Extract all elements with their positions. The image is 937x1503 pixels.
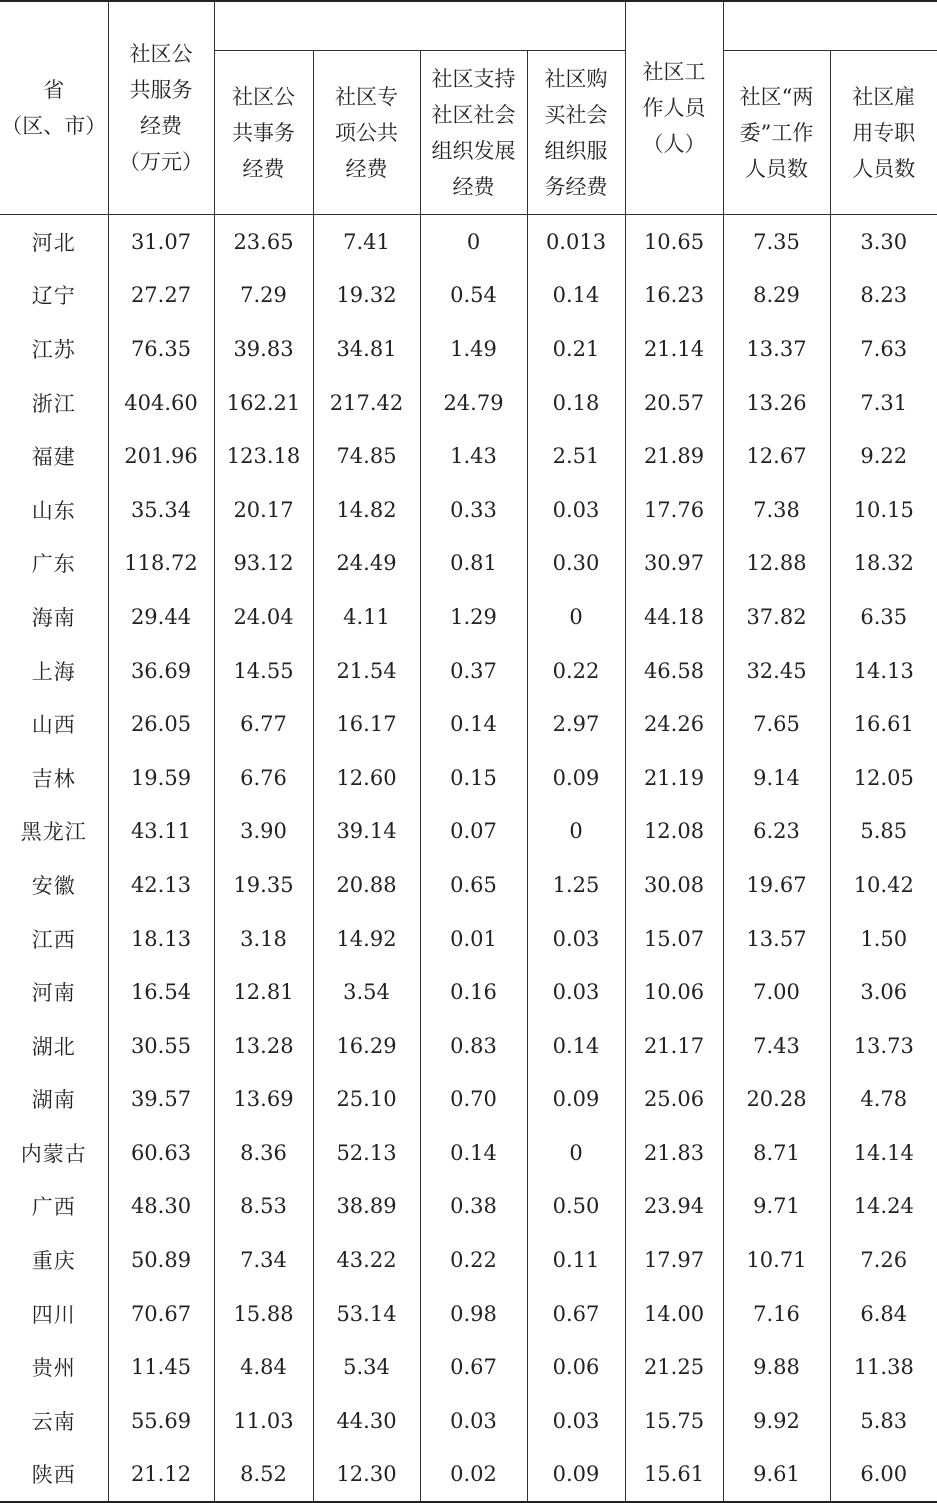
cell-two-committees: 9.92 <box>723 1394 830 1448</box>
cell-province: 广西 <box>0 1180 108 1234</box>
cell-two-committees: 10.71 <box>723 1233 830 1287</box>
cell-service-fund: 29.44 <box>108 590 214 644</box>
cell-purchase-org: 0.03 <box>527 483 625 537</box>
cell-special-public: 12.30 <box>313 1448 420 1503</box>
cell-public-affairs: 93.12 <box>214 537 313 591</box>
cell-two-committees: 8.71 <box>723 1126 830 1180</box>
table-row <box>0 429 937 483</box>
cell-hired-staff: 6.84 <box>860 1301 908 1326</box>
cell-workers: 17.97 <box>625 1233 723 1287</box>
cell-special-public: 14.82 <box>313 483 420 537</box>
cell-workers: 20.57 <box>625 376 723 430</box>
cell-workers: 15.61 <box>625 1448 723 1503</box>
cell-two-committees: 7.35 <box>723 215 830 269</box>
cell-service-fund: 404.60 <box>108 376 214 430</box>
cell-support-org: 0.67 <box>420 1340 527 1394</box>
cell-two-committees: 37.82 <box>723 590 830 644</box>
header-public-affairs: 社区公 共事务 经费 <box>214 51 313 215</box>
cell-service-fund: 39.57 <box>108 1073 214 1127</box>
cell-support-org: 1.49 <box>420 322 527 376</box>
cell-province: 重庆 <box>0 1233 108 1287</box>
header-province: 省 （区、市） <box>0 1 108 215</box>
cell-public-affairs: 4.84 <box>214 1340 313 1394</box>
cell-province: 贵州 <box>0 1340 108 1394</box>
table-row <box>0 1340 937 1394</box>
cell-purchase-org: 2.51 <box>527 429 625 483</box>
cell-service-fund: 55.69 <box>108 1394 214 1448</box>
cell-two-committees: 32.45 <box>723 644 830 698</box>
cell-workers: 30.08 <box>625 858 723 912</box>
cell-service-fund: 70.67 <box>108 1287 214 1341</box>
cell-purchase-org: 0.18 <box>527 376 625 430</box>
header-service-fund: 社区公 共服务 经费 （万元） <box>108 1 214 215</box>
cell-support-org: 0.38 <box>420 1180 527 1234</box>
cell-purchase-org: 0.50 <box>527 1180 625 1234</box>
cell-workers: 21.25 <box>625 1340 723 1394</box>
cell-special-public: 24.49 <box>313 537 420 591</box>
cell-purchase-org: 1.25 <box>527 858 625 912</box>
cell-special-public: 52.13 <box>313 1126 420 1180</box>
cell-support-org: 0.98 <box>420 1287 527 1341</box>
table-row <box>0 1180 937 1234</box>
cell-support-org: 0.16 <box>420 965 527 1019</box>
cell-special-public: 5.34 <box>313 1340 420 1394</box>
cell-workers: 21.14 <box>625 322 723 376</box>
cell-workers: 21.17 <box>625 1019 723 1073</box>
table-row <box>0 644 937 698</box>
cell-hired-staff: 7.26 <box>860 1248 908 1273</box>
cell-purchase-org: 0.013 <box>527 215 625 269</box>
table-row <box>0 590 937 644</box>
cell-hired-staff: 7.31 <box>860 390 908 415</box>
cell-workers: 46.58 <box>625 644 723 698</box>
cell-province: 江西 <box>0 912 108 966</box>
cell-workers: 21.83 <box>625 1126 723 1180</box>
cell-support-org: 0.15 <box>420 751 527 805</box>
header-workers-group <box>723 1 937 51</box>
cell-support-org: 1.29 <box>420 590 527 644</box>
table-row <box>0 858 937 912</box>
table-row <box>0 483 937 537</box>
cell-hired-staff: 10.15 <box>853 497 914 522</box>
cell-hired-staff: 6.35 <box>860 604 908 629</box>
cell-province: 山东 <box>0 483 108 537</box>
cell-province: 河南 <box>0 965 108 1019</box>
cell-support-org: 0.02 <box>420 1448 527 1503</box>
cell-service-fund: 16.54 <box>108 965 214 1019</box>
table-row <box>0 322 937 376</box>
cell-public-affairs: 3.18 <box>214 912 313 966</box>
cell-workers: 25.06 <box>625 1073 723 1127</box>
cell-purchase-org: 0.22 <box>527 644 625 698</box>
cell-public-affairs: 13.69 <box>214 1073 313 1127</box>
cell-public-affairs: 15.88 <box>214 1287 313 1341</box>
cell-support-org: 0.03 <box>420 1394 527 1448</box>
cell-purchase-org: 0.30 <box>527 537 625 591</box>
cell-two-committees: 12.88 <box>723 537 830 591</box>
cell-public-affairs: 162.21 <box>214 376 313 430</box>
header-fund-group <box>214 1 625 51</box>
cell-province: 上海 <box>0 644 108 698</box>
cell-service-fund: 76.35 <box>108 322 214 376</box>
cell-workers: 15.07 <box>625 912 723 966</box>
cell-province: 吉林 <box>0 751 108 805</box>
cell-public-affairs: 24.04 <box>214 590 313 644</box>
cell-purchase-org: 2.97 <box>527 697 625 751</box>
cell-public-affairs: 13.28 <box>214 1019 313 1073</box>
table-row <box>0 269 937 323</box>
cell-public-affairs: 19.35 <box>214 858 313 912</box>
cell-purchase-org: 0.11 <box>527 1233 625 1287</box>
cell-workers: 44.18 <box>625 590 723 644</box>
cell-province: 海南 <box>0 590 108 644</box>
cell-hired-staff: 5.83 <box>860 1408 908 1433</box>
cell-public-affairs: 20.17 <box>214 483 313 537</box>
cell-two-committees: 12.67 <box>723 429 830 483</box>
cell-public-affairs: 8.36 <box>214 1126 313 1180</box>
cell-special-public: 21.54 <box>313 644 420 698</box>
cell-public-affairs: 39.83 <box>214 322 313 376</box>
table-header <box>0 1 937 215</box>
cell-special-public: 16.17 <box>313 697 420 751</box>
cell-workers: 21.89 <box>625 429 723 483</box>
cell-two-committees: 20.28 <box>723 1073 830 1127</box>
cell-hired-staff: 11.38 <box>853 1355 914 1380</box>
cell-service-fund: 36.69 <box>108 644 214 698</box>
cell-service-fund: 60.63 <box>108 1126 214 1180</box>
cell-support-org: 0.81 <box>420 537 527 591</box>
cell-province: 四川 <box>0 1287 108 1341</box>
cell-special-public: 53.14 <box>313 1287 420 1341</box>
cell-service-fund: 26.05 <box>108 697 214 751</box>
cell-province: 河北 <box>0 215 108 269</box>
cell-purchase-org: 0.03 <box>527 965 625 1019</box>
cell-hired-staff: 10.42 <box>853 872 914 897</box>
cell-workers: 24.26 <box>625 697 723 751</box>
table-row <box>0 376 937 430</box>
cell-support-org: 0.83 <box>420 1019 527 1073</box>
cell-public-affairs: 7.29 <box>214 269 313 323</box>
cell-hired-staff: 7.63 <box>860 336 908 361</box>
cell-special-public: 14.92 <box>313 912 420 966</box>
cell-province: 辽宁 <box>0 269 108 323</box>
cell-support-org: 0.22 <box>420 1233 527 1287</box>
cell-service-fund: 50.89 <box>108 1233 214 1287</box>
cell-public-affairs: 12.81 <box>214 965 313 1019</box>
cell-purchase-org: 0 <box>527 1126 625 1180</box>
cell-two-committees: 7.38 <box>723 483 830 537</box>
cell-special-public: 25.10 <box>313 1073 420 1127</box>
table-row <box>0 697 937 751</box>
cell-special-public: 43.22 <box>313 1233 420 1287</box>
cell-workers: 10.65 <box>625 215 723 269</box>
cell-two-committees: 19.67 <box>723 858 830 912</box>
header-two-committees: 社区“两 委”工作 人员数 <box>723 51 830 215</box>
cell-province: 黑龙江 <box>0 805 108 859</box>
cell-support-org: 0.65 <box>420 858 527 912</box>
cell-public-affairs: 6.76 <box>214 751 313 805</box>
cell-purchase-org: 0 <box>527 590 625 644</box>
header-special-public: 社区专 项公共 经费 <box>313 51 420 215</box>
header-hired-staff: 社区雇 用专职 人员数 <box>830 51 937 215</box>
cell-public-affairs: 8.53 <box>214 1180 313 1234</box>
cell-province: 山西 <box>0 697 108 751</box>
cell-workers: 30.97 <box>625 537 723 591</box>
cell-province: 浙江 <box>0 376 108 430</box>
cell-service-fund: 42.13 <box>108 858 214 912</box>
cell-two-committees: 6.23 <box>723 805 830 859</box>
cell-workers: 15.75 <box>625 1394 723 1448</box>
cell-purchase-org: 0.03 <box>527 1394 625 1448</box>
cell-province: 安徽 <box>0 858 108 912</box>
cell-support-org: 1.43 <box>420 429 527 483</box>
header-support-org: 社区支持 社区社会 组织发展 经费 <box>420 51 527 215</box>
cell-province: 福建 <box>0 429 108 483</box>
cell-hired-staff: 3.06 <box>860 980 908 1005</box>
cell-hired-staff: 9.22 <box>860 444 908 469</box>
cell-special-public: 3.54 <box>313 965 420 1019</box>
cell-workers: 23.94 <box>625 1180 723 1234</box>
cell-public-affairs: 14.55 <box>214 644 313 698</box>
cell-special-public: 38.89 <box>313 1180 420 1234</box>
table-row <box>0 1233 937 1287</box>
cell-hired-staff: 13.73 <box>853 1033 914 1058</box>
cell-support-org: 24.79 <box>420 376 527 430</box>
cell-hired-staff: 18.32 <box>853 551 914 576</box>
cell-hired-staff: 4.78 <box>860 1087 908 1112</box>
cell-two-committees: 8.29 <box>723 269 830 323</box>
table-row <box>0 1073 937 1127</box>
cell-workers: 21.19 <box>625 751 723 805</box>
cell-two-committees: 9.61 <box>723 1448 830 1503</box>
cell-two-committees: 13.37 <box>723 322 830 376</box>
cell-support-org: 0.70 <box>420 1073 527 1127</box>
cell-special-public: 44.30 <box>313 1394 420 1448</box>
table-row <box>0 215 937 269</box>
header-workers: 社区工 作人员 （人） <box>625 1 723 215</box>
cell-hired-staff: 5.85 <box>860 819 908 844</box>
cell-purchase-org: 0.09 <box>527 1073 625 1127</box>
table-row <box>0 1287 937 1341</box>
cell-workers: 17.76 <box>625 483 723 537</box>
cell-purchase-org: 0.14 <box>527 269 625 323</box>
cell-special-public: 4.11 <box>313 590 420 644</box>
cell-special-public: 12.60 <box>313 751 420 805</box>
cell-public-affairs: 123.18 <box>214 429 313 483</box>
cell-hired-staff: 16.61 <box>853 712 914 737</box>
cell-service-fund: 11.45 <box>108 1340 214 1394</box>
cell-hired-staff: 12.05 <box>853 765 914 790</box>
cell-hired-staff: 14.24 <box>853 1194 914 1219</box>
cell-two-committees: 9.88 <box>723 1340 830 1394</box>
cell-province: 湖北 <box>0 1019 108 1073</box>
cell-support-org: 0.14 <box>420 1126 527 1180</box>
cell-public-affairs: 3.90 <box>214 805 313 859</box>
table-row <box>0 751 937 805</box>
table-row <box>0 1394 937 1448</box>
cell-public-affairs: 11.03 <box>214 1394 313 1448</box>
cell-province: 云南 <box>0 1394 108 1448</box>
cell-public-affairs: 7.34 <box>214 1233 313 1287</box>
cell-service-fund: 31.07 <box>108 215 214 269</box>
cell-special-public: 7.41 <box>313 215 420 269</box>
table-row <box>0 1448 937 1503</box>
cell-province: 江苏 <box>0 322 108 376</box>
cell-two-committees: 7.43 <box>723 1019 830 1073</box>
cell-special-public: 39.14 <box>313 805 420 859</box>
cell-purchase-org: 0.67 <box>527 1287 625 1341</box>
cell-service-fund: 48.30 <box>108 1180 214 1234</box>
cell-two-committees: 7.16 <box>723 1287 830 1341</box>
cell-special-public: 20.88 <box>313 858 420 912</box>
cell-support-org: 0.14 <box>420 697 527 751</box>
cell-hired-staff: 14.14 <box>853 1140 914 1165</box>
cell-hired-staff: 3.30 <box>860 229 908 254</box>
cell-special-public: 19.32 <box>313 269 420 323</box>
table-row <box>0 1019 937 1073</box>
table-row <box>0 912 937 966</box>
cell-support-org: 0.33 <box>420 483 527 537</box>
cell-service-fund: 27.27 <box>108 269 214 323</box>
cell-service-fund: 18.13 <box>108 912 214 966</box>
cell-province: 湖南 <box>0 1073 108 1127</box>
cell-province: 陕西 <box>0 1448 108 1503</box>
table-row <box>0 1126 937 1180</box>
cell-purchase-org: 0.06 <box>527 1340 625 1394</box>
cell-two-committees: 13.57 <box>723 912 830 966</box>
cell-two-committees: 7.00 <box>723 965 830 1019</box>
cell-service-fund: 30.55 <box>108 1019 214 1073</box>
cell-hired-staff: 14.13 <box>853 658 914 683</box>
cell-service-fund: 118.72 <box>108 537 214 591</box>
cell-hired-staff: 6.00 <box>830 1448 937 1503</box>
cell-province: 内蒙古 <box>0 1126 108 1180</box>
cell-purchase-org: 0.09 <box>527 751 625 805</box>
cell-service-fund: 43.11 <box>108 805 214 859</box>
cell-two-committees: 9.14 <box>723 751 830 805</box>
cell-special-public: 217.42 <box>313 376 420 430</box>
cell-support-org: 0 <box>420 215 527 269</box>
cell-service-fund: 35.34 <box>108 483 214 537</box>
cell-support-org: 0.54 <box>420 269 527 323</box>
cell-purchase-org: 0.21 <box>527 322 625 376</box>
cell-two-committees: 9.71 <box>723 1180 830 1234</box>
cell-purchase-org: 0 <box>527 805 625 859</box>
cell-purchase-org: 0.03 <box>527 912 625 966</box>
cell-workers: 10.06 <box>625 965 723 1019</box>
cell-two-committees: 13.26 <box>723 376 830 430</box>
cell-support-org: 0.01 <box>420 912 527 966</box>
cell-province: 广东 <box>0 537 108 591</box>
cell-special-public: 74.85 <box>313 429 420 483</box>
table-row <box>0 537 937 591</box>
cell-service-fund: 19.59 <box>108 751 214 805</box>
cell-support-org: 0.37 <box>420 644 527 698</box>
header-purchase-org: 社区购 买社会 组织服 务经费 <box>527 51 625 215</box>
table-body <box>0 215 937 1503</box>
cell-service-fund: 21.12 <box>108 1448 214 1503</box>
cell-public-affairs: 6.77 <box>214 697 313 751</box>
cell-hired-staff: 1.50 <box>860 926 908 951</box>
cell-hired-staff: 8.23 <box>860 283 908 308</box>
cell-support-org: 0.07 <box>420 805 527 859</box>
cell-workers: 16.23 <box>625 269 723 323</box>
cell-public-affairs: 8.52 <box>214 1448 313 1503</box>
cell-special-public: 34.81 <box>313 322 420 376</box>
cell-special-public: 16.29 <box>313 1019 420 1073</box>
table-row <box>0 965 937 1019</box>
cell-public-affairs: 23.65 <box>214 215 313 269</box>
table-row <box>0 805 937 859</box>
cell-purchase-org: 0.14 <box>527 1019 625 1073</box>
cell-two-committees: 7.65 <box>723 697 830 751</box>
cell-purchase-org: 0.09 <box>527 1448 625 1503</box>
cell-workers: 14.00 <box>625 1287 723 1341</box>
cell-service-fund: 201.96 <box>108 429 214 483</box>
cell-workers: 12.08 <box>625 805 723 859</box>
